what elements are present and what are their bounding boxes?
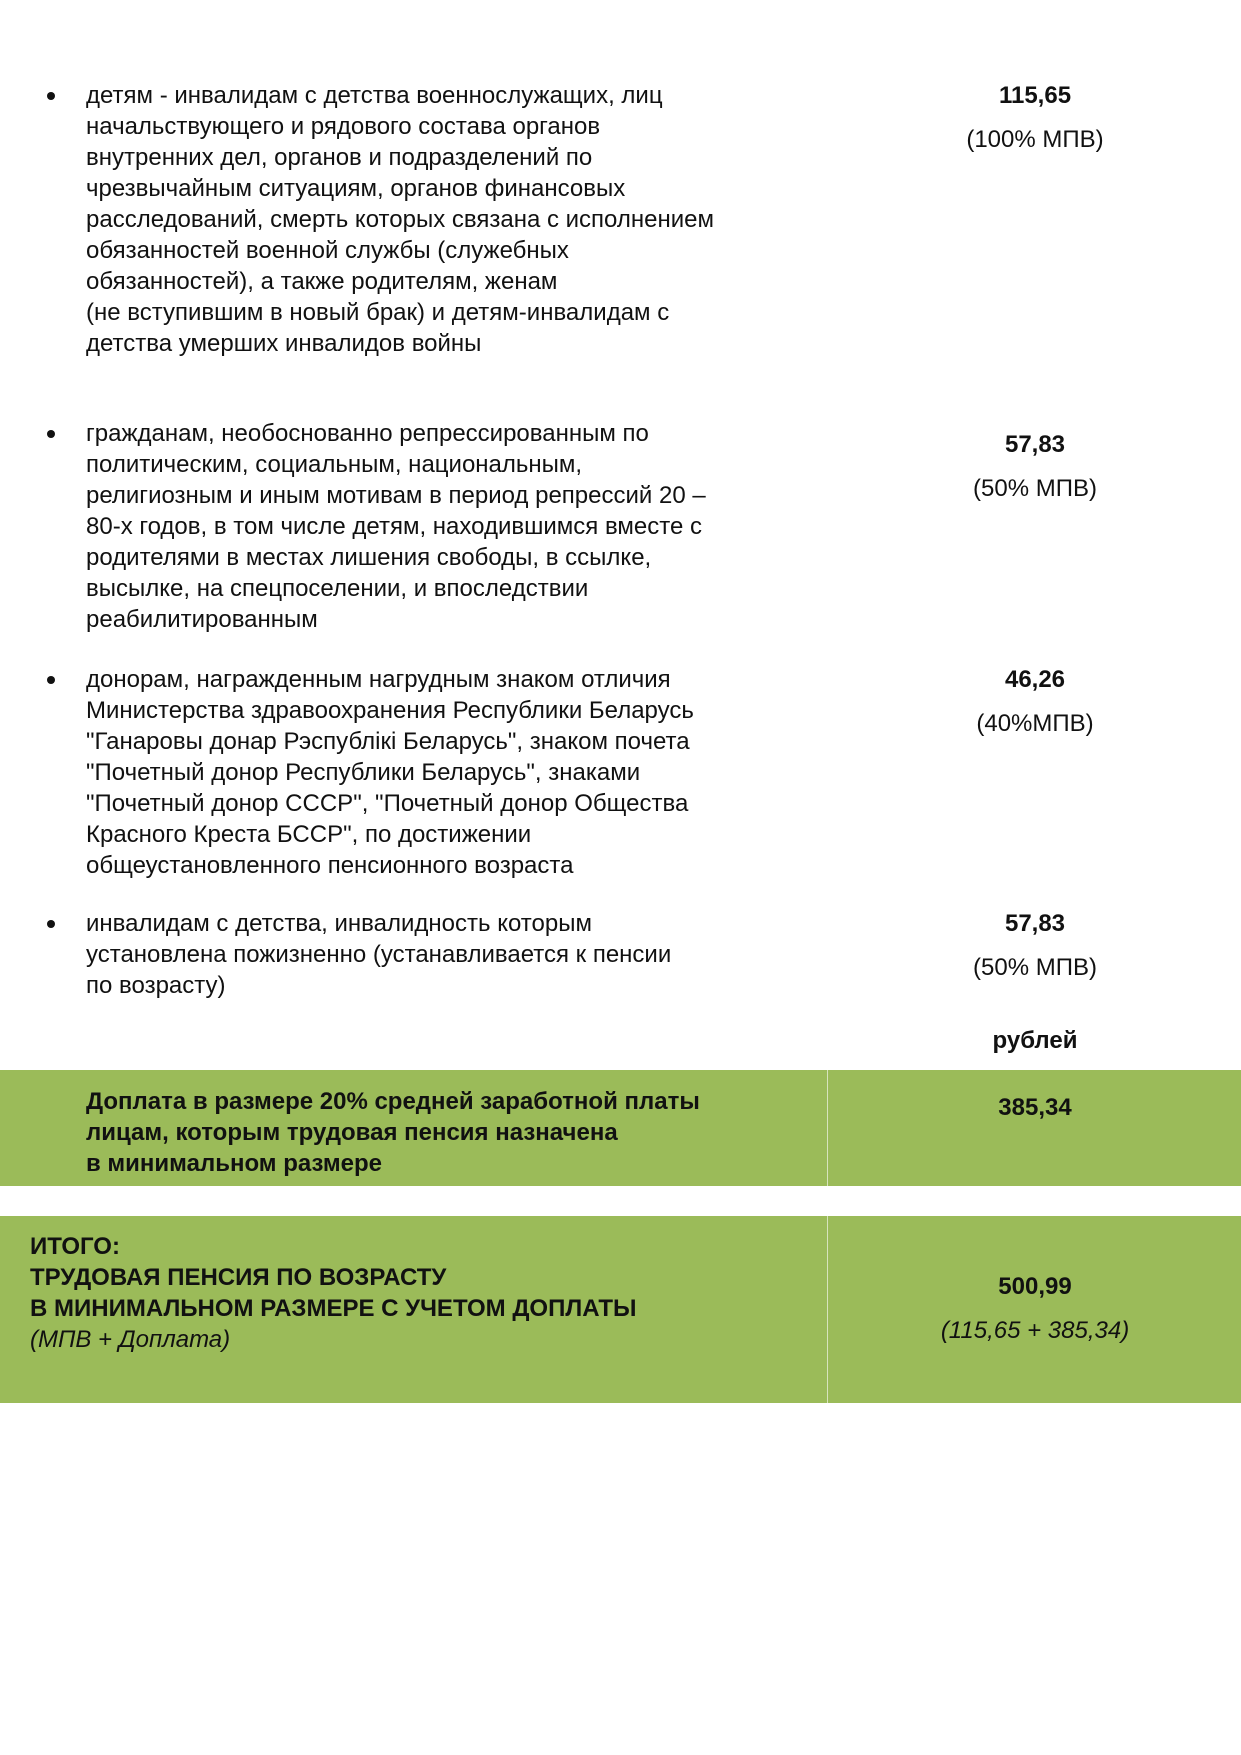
column-divider xyxy=(827,1216,828,1403)
bullet-icon xyxy=(47,430,55,438)
amount-note: (50% МПВ) xyxy=(973,954,1097,981)
total-band xyxy=(0,1216,1241,1403)
total-formula: (115,65 + 385,34) xyxy=(940,1317,1130,1344)
list-item-text: детям - инвалидам с детства военнослужащих, лиц начальствующего и рядового состава органов внутренних дел, органов и подразделений по чрезвычайным ситуациям, органов финансовых расследований, смерть которых связана с исполнением обязанностей военной службы (служебных обязанностей), а также родителям, женам (не вступившим в новый брак) и детям-инвалидам с детства умерших инвалидов войны xyxy=(86,82,714,357)
amount: 57,83 xyxy=(1004,431,1066,458)
bullet-icon xyxy=(47,92,55,100)
amount: 115,65 xyxy=(998,82,1072,109)
list-item-value xyxy=(880,664,1190,739)
list-item-value xyxy=(880,429,1190,504)
bullet-icon xyxy=(47,920,55,928)
bullet-icon xyxy=(47,676,55,684)
amount: 57,83 xyxy=(1004,910,1066,937)
surcharge-amount: 385,34 xyxy=(998,1094,1072,1121)
list-item-text: донорам, награжденным нагрудным знаком отличия Министерства здравоохранения Республики Беларусь "Ганаровы донар Рэспублiкi Беларусь", знаком почета "Почетный донор Республики Беларусь", знаками "Почетный донор СССР", "Почетный донор Общества Красного Креста БССР", по достижении общеустановленного пенсионного возраста xyxy=(86,666,694,879)
list-item-text: инвалидам с детства, инвалидность которым установлена пожизненно (устанавливается к пенсии по возрасту) xyxy=(86,910,672,999)
surcharge-text: Доплата в размере 20% средней заработной платы лицам, которым трудовая пенсия назначена в минимальном размере xyxy=(86,1088,700,1177)
currency-unit-label: рублей xyxy=(992,1027,1078,1054)
amount: 46,26 xyxy=(1004,666,1066,693)
total-amount: 500,99 xyxy=(998,1273,1072,1300)
amount-note: (40%МПВ) xyxy=(976,710,1094,737)
surcharge-band xyxy=(0,1070,1241,1186)
total-title: ИТОГО: ТРУДОВАЯ ПЕНСИЯ ПО ВОЗРАСТУ В МИНИМАЛЬНОМ РАЗМЕРЕ С УЧЕТОМ ДОПЛАТЫ xyxy=(30,1233,637,1322)
total-formula-label: (МПВ + Доплата) xyxy=(30,1326,231,1353)
list-item-value xyxy=(880,908,1190,983)
total-value xyxy=(880,1271,1190,1346)
amount-note: (50% МПВ) xyxy=(973,475,1097,502)
amount-note: (100% МПВ) xyxy=(966,126,1104,153)
list-item-value xyxy=(880,80,1190,155)
list-item-text: гражданам, необоснованно репрессированным по политическим, социальным, национальным, религиозным и иным мотивам в период репрессий 20 – 80-х годов, в том числе детям, находившимся вместе с родителями в местах лишения свободы, в ссылке, высылке, на спецпоселении, и впоследствии реабилитированным xyxy=(86,420,706,633)
column-divider xyxy=(827,1070,828,1186)
